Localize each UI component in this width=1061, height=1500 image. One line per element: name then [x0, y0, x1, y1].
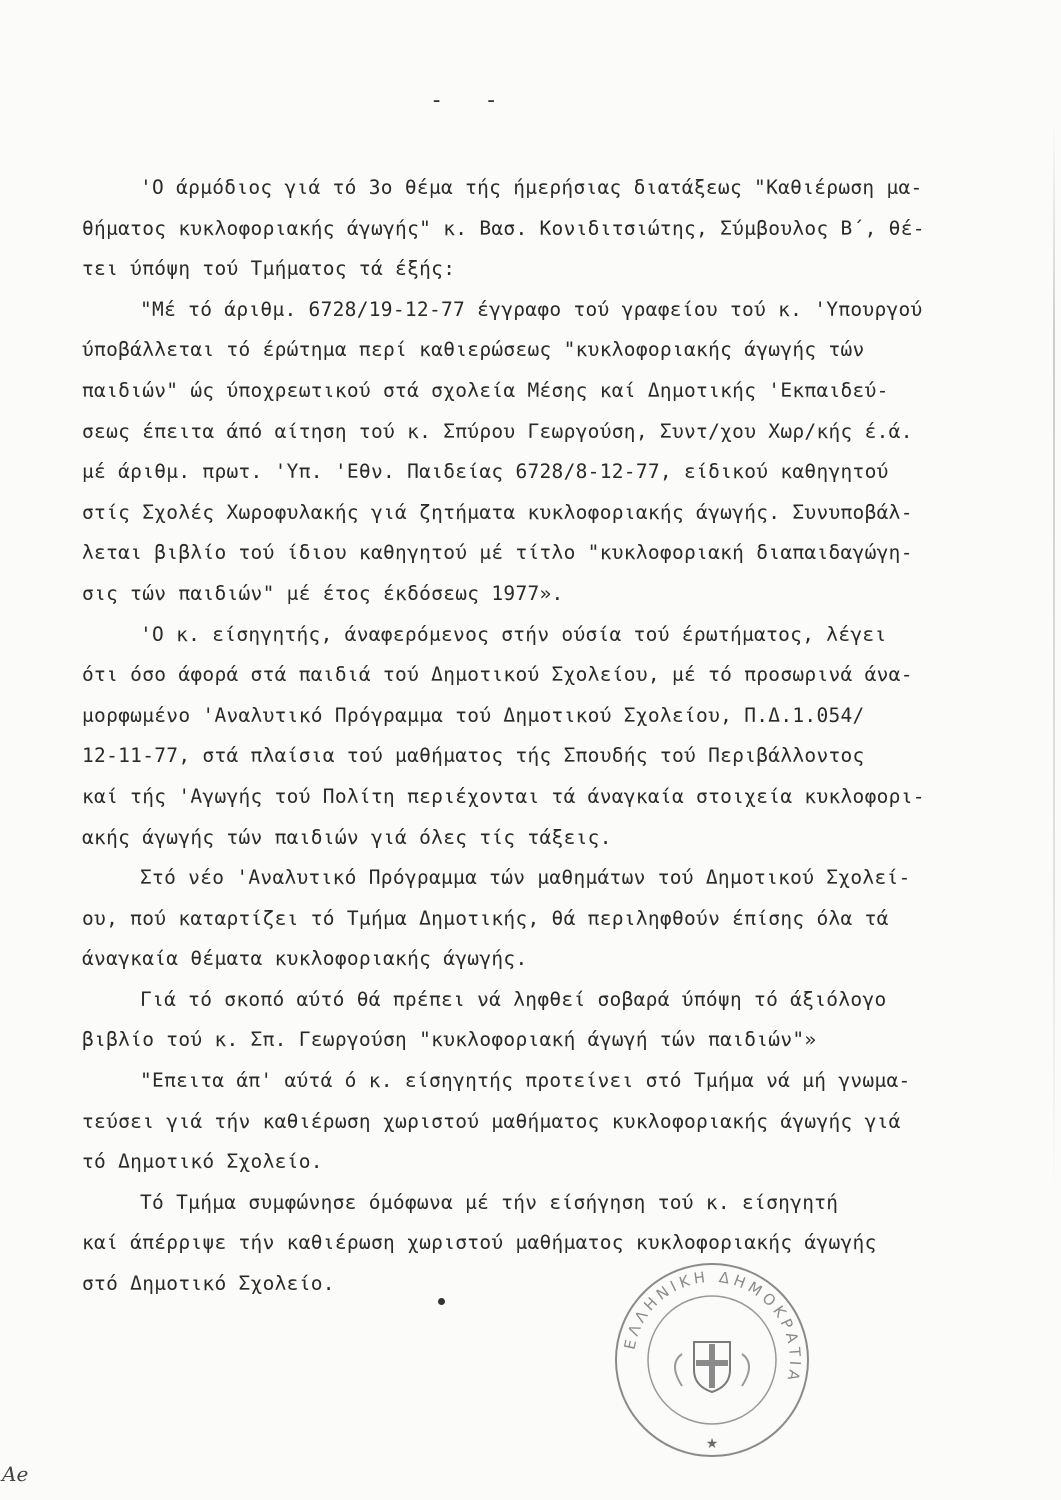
- text-line: Στό νέο 'Αναλυτικό Πρόγραμμα τών μαθημάτων τού Δημοτικού Σχολεί-: [140, 866, 911, 890]
- text-line: στό Δημοτικό Σχολείο.: [82, 1272, 335, 1296]
- text-line: ου, πού καταρτίζει τό Τμήμα Δημοτικής, θά περιληφθούν έπίσης όλα τά: [82, 906, 889, 930]
- text-line: 'Ο κ. είσηγητής, άναφερόμενος στήν ούσία τού έρωτήματος, λέγει: [140, 622, 887, 646]
- text-line: τό Δημοτικό Σχολείο.: [82, 1150, 323, 1174]
- coat-of-arms-icon: [675, 1342, 749, 1392]
- text-line: ότι όσο άφορά στά παιδιά τού Δημοτικού Σχολείου, μέ τό προσωρινά άνα-: [82, 663, 913, 687]
- handwritten-mark: Ae: [2, 1462, 29, 1486]
- scan-edge-shadow: [1053, 120, 1055, 1200]
- text-line: Τό Τμήμα συμφώνησε όμόφωνα μέ τήν είσήγηση τού κ. είσηγητή: [140, 1190, 839, 1214]
- ink-dot: [438, 1298, 445, 1305]
- text-line: στίς Σχολές Χωροφυλακής γιά ζητήματα κυκλοφοριακής άγωγής. Συνυποβάλ-: [82, 500, 913, 524]
- text-line: ύποβάλλεται τό έρώτημα περί καθιερώσεως "κυκλοφοριακής άγωγής τών: [82, 338, 865, 362]
- text-line: καί άπέρριψε τήν καθιέρωση χωριστού μαθήματος κυκλοφοριακής άγωγής: [82, 1231, 877, 1255]
- text-line: λεται βιβλίο τού ίδιου καθηγητού μέ τίτλο "κυκλοφοριακή διαπαιδαγώγη-: [82, 541, 913, 565]
- text-line: σεως έπειτα άπό αίτηση τού κ. Σπύρου Γεωργούση, Συντ/χου Χωρ/κής έ.ά.: [82, 419, 913, 443]
- page-marker: - -: [430, 88, 512, 113]
- text-line: Γιά τό σκοπό αύτό θά πρέπει νά ληφθεί σοβαρά ύπόψη τό άξιόλογο: [140, 987, 887, 1011]
- text-line: ακής άγωγής τών παιδιών γιά όλες τίς τάξεις.: [82, 825, 612, 849]
- text-line: μέ άριθμ. πρωτ. 'Υπ. 'Εθν. Παιδείας 6728/8-12-77, είδικού καθηγητού: [82, 460, 889, 484]
- text-line: παιδιών" ώς ύποχρεωτικού στά σχολεία Μέσης καί Δημοτικής 'Εκπαιδεύ-: [82, 378, 889, 402]
- seal-text: ΕΛΛΗΝΙΚΗ ΔΗΜΟΚΡΑΤΙΑ: [620, 1267, 805, 1386]
- text-line: 12-11-77, στά πλαίσια τού μαθήματος τής Σπουδής τού Περιβάλλοντος: [82, 744, 865, 768]
- text-line: τει ύπόψη τού Τμήματος τά έξής:: [82, 257, 456, 281]
- text-line: βιβλίο τού κ. Σπ. Γεωργούση "κυκλοφοριακή άγωγή τών παιδιών"»: [82, 1028, 817, 1052]
- text-line: "Μέ τό άριθμ. 6728/19-12-77 έγγραφο τού γραφείου τού κ. 'Υπουργού: [140, 297, 923, 321]
- seal-star-icon: ★: [705, 1436, 719, 1452]
- text-line: άναγκαία θέματα κυκλοφοριακής άγωγής.: [82, 947, 528, 971]
- document-body: [82, 168, 1042, 1305]
- text-line: θήματος κυκλοφοριακής άγωγής" κ. Βασ. Κονιδιτσιώτης, Σύμβουλος Β΄, θέ-: [82, 216, 925, 240]
- text-line: σις τών παιδιών" μέ έτος έκδόσεως 1977».: [82, 581, 564, 605]
- text-line: καί τής 'Αγωγής τού Πολίτη περιέχονται τά άναγκαία στοιχεία κυκλοφορι-: [82, 784, 925, 808]
- text-line: τεύσει γιά τήν καθιέρωση χωριστού μαθήματος κυκλοφοριακής άγωγής γιά: [82, 1109, 901, 1133]
- text-line: 'Ο άρμόδιος γιά τό 3ο θέμα τής ήμερήσιας διατάξεως "Καθιέρωση μα-: [140, 176, 923, 199]
- text-line: "Επειτα άπ' αύτά ό κ. είσηγητής προτείνει στό Τμήμα νά μή γνωμα-: [140, 1069, 911, 1093]
- official-seal-icon: [612, 1260, 812, 1460]
- text-line: μορφωμένο 'Αναλυτικό Πρόγραμμα τού Δημοτικού Σχολείου, Π.Δ.1.054/: [82, 703, 865, 727]
